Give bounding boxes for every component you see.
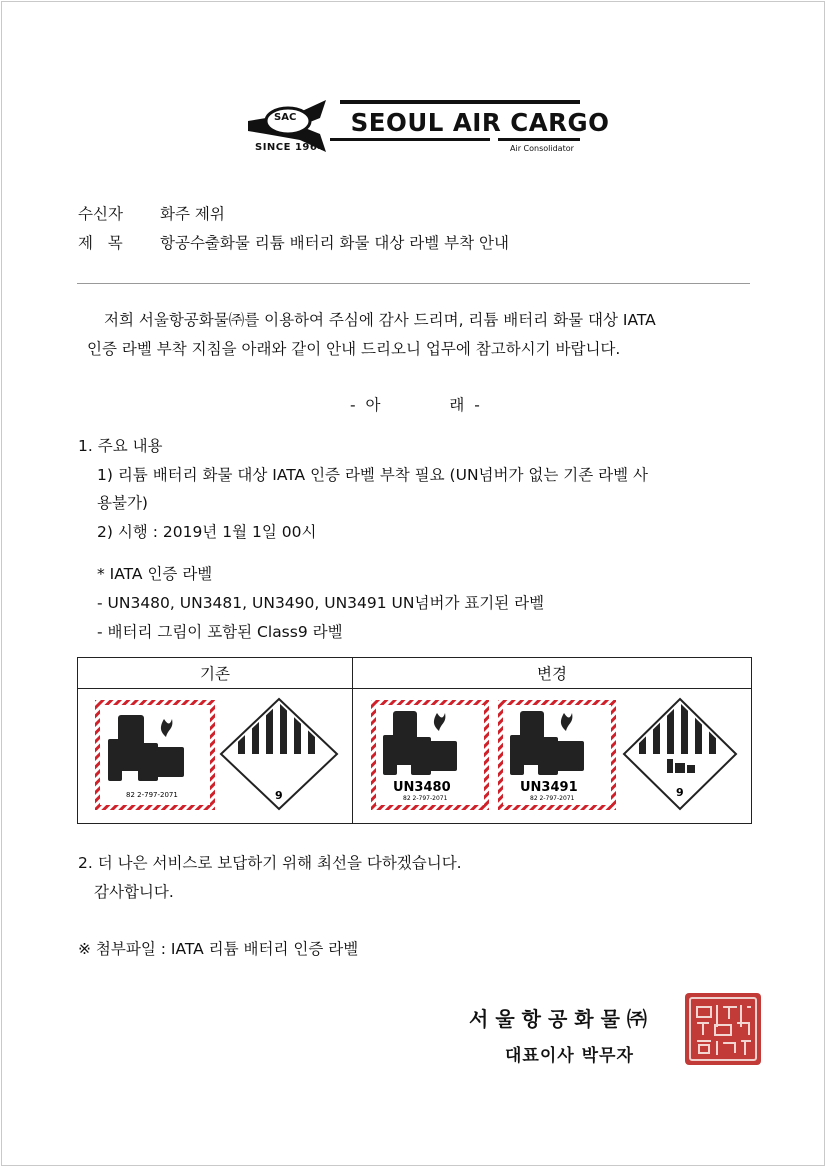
logo-tagline: Air Consolidator	[510, 144, 574, 153]
old-battery-label	[95, 700, 215, 810]
section1-item1-line1: 1) 리튬 배터리 화물 대상 IATA 인증 라벨 부착 필요 (UN넘버가 없는 기존 라벨 사	[97, 466, 648, 484]
logo-name: SEOUL AIR CARGO	[350, 108, 610, 137]
new-label-phone-1: 82 2-797-2071	[403, 795, 448, 802]
old-labels-cell	[78, 689, 353, 824]
section1-item2: 2) 시행 : 2019년 1월 1일 00시	[97, 523, 317, 541]
signature-ceo: 대표이사 박무자	[505, 1046, 634, 1066]
column-header-old: 기존	[78, 658, 353, 689]
new-label-un2: UN3491	[520, 780, 578, 795]
label-comparison-table	[77, 657, 752, 824]
divider	[77, 283, 750, 284]
page-frame	[1, 1, 825, 1166]
new-battery-label-un3491	[498, 700, 616, 810]
intro-line-2: 인증 라벨 부착 지침을 아래와 같이 안내 드리오니 업무에 참고하시기 바랍니다.	[87, 340, 621, 358]
new-label-phone-2: 82 2-797-2071	[530, 795, 575, 802]
note-line-2: - 배터리 그림이 포함된 Class9 라벨	[97, 623, 343, 641]
new-class-number: 9	[676, 786, 684, 799]
old-label-phone: 82 2-797-2071	[126, 791, 178, 799]
company-seal	[685, 993, 761, 1065]
new-label-un1: UN3480	[393, 780, 451, 795]
recipient-label: 수신자	[78, 205, 123, 223]
new-battery-label-un3480	[371, 700, 489, 810]
section1-item1-line2: 용불가)	[97, 494, 148, 512]
note-title: * IATA 인증 라벨	[97, 565, 213, 583]
signature-company: 서울항공화물㈜	[469, 1007, 654, 1031]
old-class9-label	[221, 699, 337, 809]
old-labels-graphic	[78, 689, 352, 819]
section2-line-1: 2. 더 나은 서비스로 보답하기 위해 최선을 다하겠습니다.	[78, 854, 462, 872]
attachment-note: ※ 첨부파일 : IATA 리튬 배터리 인증 라벨	[78, 940, 359, 958]
subject-label: 제 목	[78, 234, 123, 252]
old-class-number: 9	[275, 789, 283, 802]
logo-mark: SAC	[274, 112, 297, 123]
new-class9-label	[624, 699, 736, 809]
section2-line-2: 감사합니다.	[94, 883, 174, 901]
section1-title: 1. 주요 내용	[78, 437, 163, 455]
note-line-1: - UN3480, UN3481, UN3490, UN3491 UN넘버가 표기된 라벨	[97, 594, 545, 612]
intro-line-1: 저희 서울항공화물㈜를 이용하여 주심에 감사 드리며, 리튬 배터리 화물 대상 IATA	[104, 311, 656, 329]
subject: 항공수출화물 리튬 배터리 화물 대상 라벨 부착 안내	[160, 234, 509, 252]
column-header-new: 변경	[353, 658, 752, 689]
new-labels-cell	[353, 689, 752, 824]
new-labels-graphic	[353, 689, 751, 819]
section-marker: - 아 래 -	[350, 396, 480, 414]
recipient: 화주 제위	[160, 205, 225, 223]
logo-since: SINCE 1964	[255, 142, 325, 153]
